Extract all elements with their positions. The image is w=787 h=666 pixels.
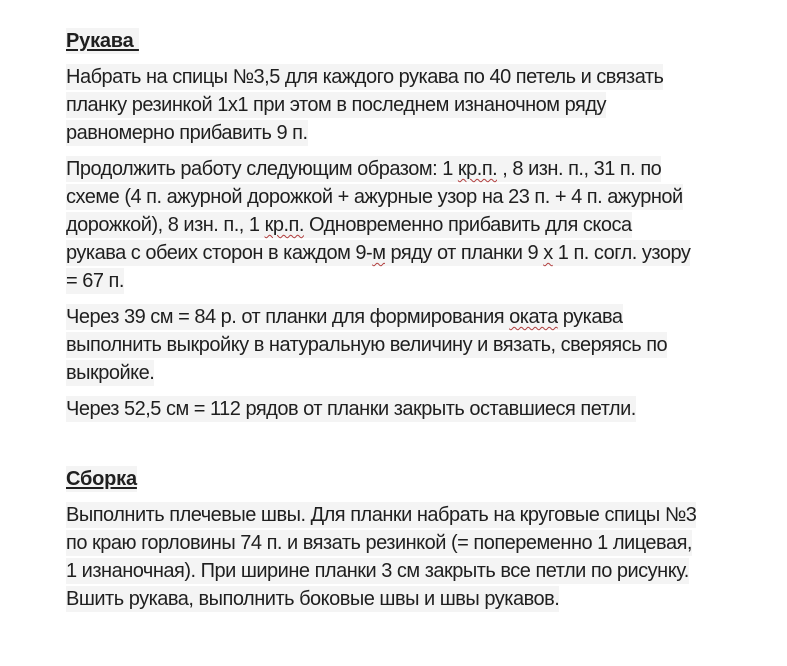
paragraph-bind-off bbox=[66, 396, 769, 424]
misspelled-word: кр.п. bbox=[457, 158, 498, 180]
paragraph-assembly bbox=[66, 502, 769, 614]
text-line bbox=[66, 212, 769, 240]
heading-sleeves bbox=[66, 28, 769, 56]
text-segment: дорожкой), 8 изн. п., 1 bbox=[66, 214, 265, 236]
heading-assembly bbox=[66, 466, 769, 494]
text-segment: Набрать на спицы №3,5 для каждого рукава по 40 петель и связать bbox=[66, 66, 664, 88]
text-segment: Выполнить плечевые швы. Для планки набрать на круговые спицы №3 bbox=[66, 504, 697, 526]
text-segment: Через 52,5 см = 112 рядов от планки закрыть оставшиеся петли. bbox=[66, 398, 636, 420]
heading-assembly-text: Сборка bbox=[66, 468, 137, 490]
text-line bbox=[66, 502, 769, 530]
text-segment: рукава с обеих сторон в каждом 9- bbox=[66, 242, 373, 264]
text-segment: рукава bbox=[557, 306, 623, 328]
text-line bbox=[66, 268, 769, 296]
heading-sleeves-text: Рукава bbox=[66, 30, 139, 52]
text-segment: 1 изнаночная). При ширине планки 3 см закрыть все петли по рисунку. bbox=[66, 560, 689, 582]
text-segment: выполнить выкройку в натуральную величину и вязать, сверяясь по bbox=[66, 334, 668, 356]
paragraph-cast-on bbox=[66, 64, 769, 148]
paragraph-pattern bbox=[66, 156, 769, 296]
text-segment: планку резинкой 1х1 при этом в последнем изнаночном ряду bbox=[66, 94, 606, 116]
text-line bbox=[66, 92, 769, 120]
text-line bbox=[66, 332, 769, 360]
text-segment: выкройке. bbox=[66, 362, 155, 384]
text-segment: = 67 п. bbox=[66, 270, 124, 292]
text-segment: Вшить рукава, выполнить боковые швы и швы рукавов. bbox=[66, 588, 560, 610]
section-assembly bbox=[66, 466, 769, 614]
text-segment: 1 п. согл. узору bbox=[552, 242, 691, 264]
text-line bbox=[66, 558, 769, 586]
misspelled-word: кр.п. bbox=[264, 214, 304, 236]
misspelled-word: м bbox=[372, 242, 386, 264]
text-segment: ряду от планки 9 bbox=[385, 242, 544, 264]
text-line bbox=[66, 184, 769, 212]
text-segment: , 8 изн. п., 31 п. по bbox=[497, 158, 662, 180]
paragraph-armhole bbox=[66, 304, 769, 388]
text-segment: Через 39 см = 84 р. от планки для формирования bbox=[66, 306, 510, 328]
text-segment: Продолжить работу следующим образом: 1 bbox=[66, 158, 458, 180]
text-line bbox=[66, 240, 769, 268]
text-line bbox=[66, 120, 769, 148]
text-line bbox=[66, 396, 769, 424]
misspelled-word: х bbox=[543, 242, 553, 264]
section-sleeves bbox=[66, 28, 769, 424]
text-segment: схеме (4 п. ажурной дорожкой + ажурные узор на 23 п. + 4 п. ажурной bbox=[66, 186, 683, 208]
text-line bbox=[66, 304, 769, 332]
text-line bbox=[66, 360, 769, 388]
text-segment: Одновременно прибавить для скоса bbox=[303, 214, 632, 236]
text-line bbox=[66, 64, 769, 92]
text-segment: по краю горловины 74 п. и вязать резинкой (= попеременно 1 лицевая, bbox=[66, 532, 692, 554]
misspelled-word: оката bbox=[509, 306, 558, 328]
text-line bbox=[66, 156, 769, 184]
text-segment: равномерно прибавить 9 п. bbox=[66, 122, 308, 144]
text-line bbox=[66, 586, 769, 614]
text-line bbox=[66, 530, 769, 558]
